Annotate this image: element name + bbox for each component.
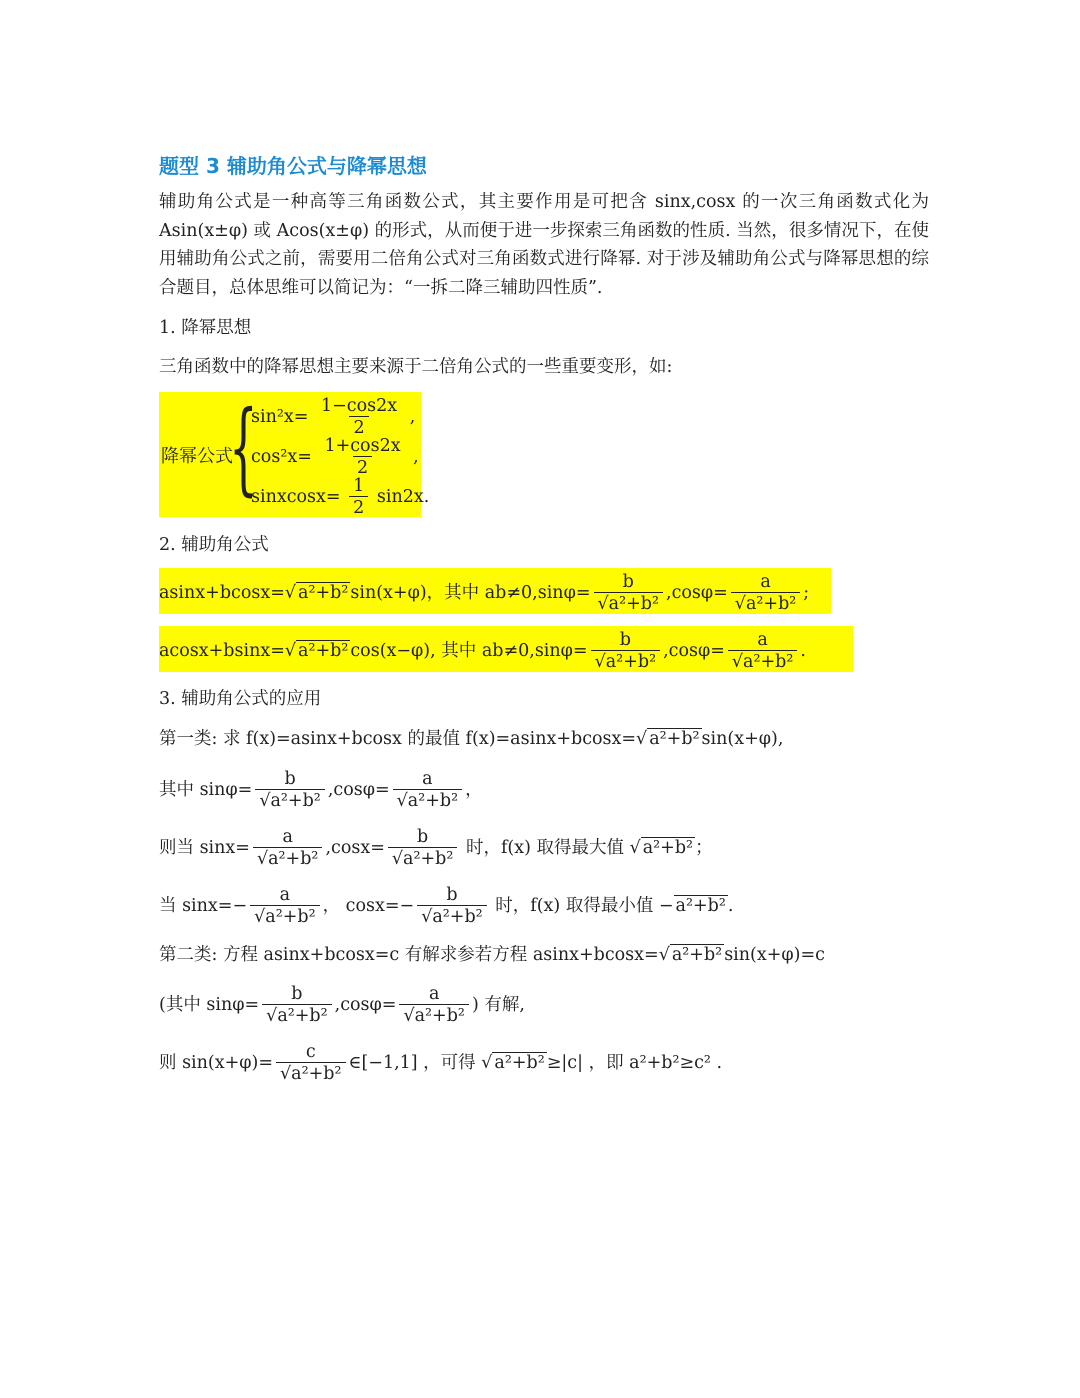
auxiliary-formula-1: asinx+bcosx=√ a²+b² sin(x+φ)，其中 ab≠0,sinφ= $\frac{b}{\text{√a²+b²}}$ ,cosφ= $\frac{a}{\text{√a²+b²}}$ ;: [159, 568, 831, 614]
intro-paragraph: 辅助角公式是一种高等三角函数公式，其主要作用是可把含 sinx,cosx 的一次三角函数式化为 Asin(x±φ) 或 Acos(x±φ) 的形式，从而便于进一步探索三角函数的性质. 当然，很多情况下，在使用辅助角公式之前，需要用二倍角公式对三角函数式进行降幂. 对于涉及辅助角公式与降幂思想的综合题目，总体思维可以简记为：“一拆二降三辅助四性质”.: [159, 192, 929, 298]
reduction-formula-box: [159, 389, 430, 518]
subheading-power-reduction: 1. 降幂思想: [159, 318, 252, 338]
subheading-auxiliary-angle: 2. 辅助角公式: [159, 535, 269, 555]
section-heading: 题型 3 辅助角公式与降幂思想: [159, 154, 427, 178]
category-2-intro: 第二类: 方程 asinx+bcosx=c 有解求参若方程 asinx+bcosx=√ a²+b² sin(x+φ)=c: [159, 945, 825, 965]
reduction-label: 降幂公式: [161, 446, 233, 467]
formula-sin-cos: sinxcosx= $\frac{1}{2}$ sin2x.: [251, 476, 430, 518]
formula-cos-square: cos²x= $\frac{1+\cos 2x}{2}$ ,: [251, 436, 419, 478]
category-1-maximum: 则当 sinx= $\frac{a}{\text{√a²+b²}}$ ,cosx= $\frac{b}{\text{√a²+b²}}$ 时，f(x) 取得最大值 √ a²+b² ；: [159, 827, 713, 869]
power-reduction-text: 三角函数中的降幂思想主要来源于二倍角公式的一些重要变形，如:: [159, 357, 673, 377]
auxiliary-formula-2: acosx+bsinx=√ a²+b² cos(x−φ), 其中 ab≠0,sinφ= $\frac{b}{\text{√a²+b²}}$ ,cosφ= $\frac{a}{\text{√a²+b²}}$ .: [159, 626, 853, 672]
left-brace: {: [229, 389, 258, 506]
category-2-conclusion: 则 sin(x+φ)= $\frac{c}{\text{√a²+b²}}$ ∈[−1,1] ，可得 √ a²+b² ≥|c| ，即 a²+b²≥c² .: [159, 1042, 723, 1084]
category-1-intro: 第一类: 求 f(x)=asinx+bcosx 的最值 f(x)=asinx+bcosx=√ a²+b² sin(x+φ),: [159, 729, 784, 749]
formula-sin-square: sin²x= $\frac{1-\cos 2x}{2}$ ,: [251, 396, 416, 438]
subheading-applications: 3. 辅助角公式的应用: [159, 689, 322, 709]
category-2-where: (其中 sinφ= $\frac{b}{\text{√a²+b²}}$ ,cosφ= $\frac{a}{\text{√a²+b²}}$ ) 有解,: [159, 984, 525, 1026]
category-1-minimum: 当 sinx=− $\frac{a}{\text{√a²+b²}}$ ， cosx=− $\frac{b}{\text{√a²+b²}}$ 时，f(x) 取得最小值 − a²+b² .: [159, 885, 734, 927]
category-1-where: 其中 sinφ= $\frac{b}{\text{√a²+b²}}$ ,cosφ= $\frac{a}{\text{√a²+b²}}$ ，: [159, 769, 483, 811]
